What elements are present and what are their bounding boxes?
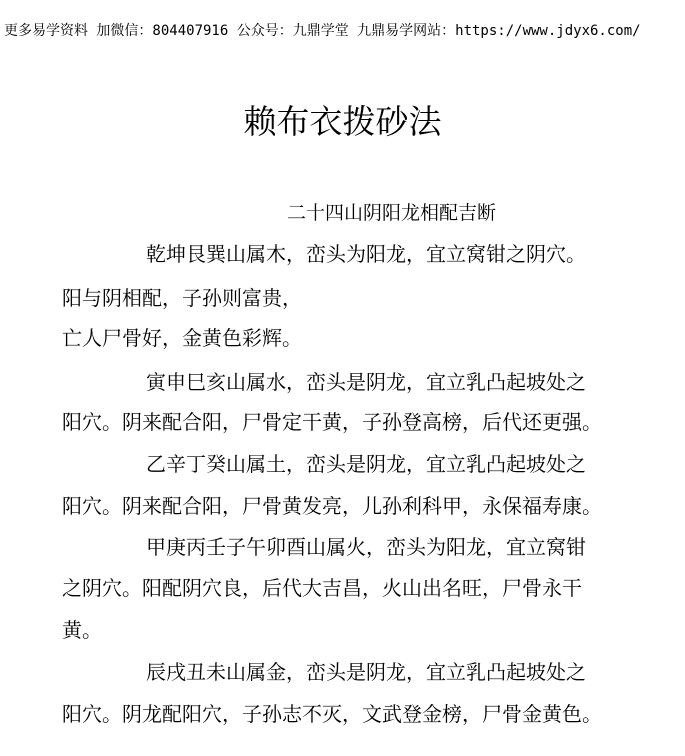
text-line: 乙辛丁癸山属土，峦头是阴龙，宜立乳凸起坡处之 <box>146 452 586 476</box>
text-line: 阳与阴相配，子孙则富贵， <box>62 286 302 310</box>
header-contact-line: 更多易学资料 加微信：804407916 公众号：九鼎学堂 九鼎易学网站：https://www.jdyx6.com/ <box>4 23 641 39</box>
text-line: 乾坤艮巽山属木，峦头为阳龙，宜立窝钳之阴穴。 <box>146 242 586 266</box>
document-title: 赖布衣拨砂法 <box>243 102 442 141</box>
text-line: 阳穴。阴来配合阳，尸骨黄发亮，儿孙利科甲，永保福寿康。 <box>62 494 602 518</box>
text-line: 辰戌丑未山属金，峦头是阴龙，宜立乳凸起坡处之 <box>146 660 586 684</box>
text-line: 之阴穴。阳配阴穴良，后代大吉昌，火山出名旺，尸骨永干 <box>62 576 582 600</box>
text-line: 寅申巳亥山属水，峦头是阴龙，宜立乳凸起坡处之 <box>146 370 586 394</box>
text-line: 黄。 <box>62 618 102 642</box>
section-subtitle: 二十四山阴阳龙相配吉断 <box>287 202 497 224</box>
text-line: 阳穴。阴来配合阳，尸骨定干黄，子孙登高榜，后代还更强。 <box>62 410 602 434</box>
text-line: 亡人尸骨好，金黄色彩辉。 <box>62 326 302 350</box>
text-line: 阳穴。阴龙配阳穴，子孙志不灭，文武登金榜，尸骨金黄色。 <box>62 702 602 726</box>
text-line: 甲庚丙壬子午卯酉山属火，峦头为阳龙，宜立窝钳 <box>146 535 586 559</box>
